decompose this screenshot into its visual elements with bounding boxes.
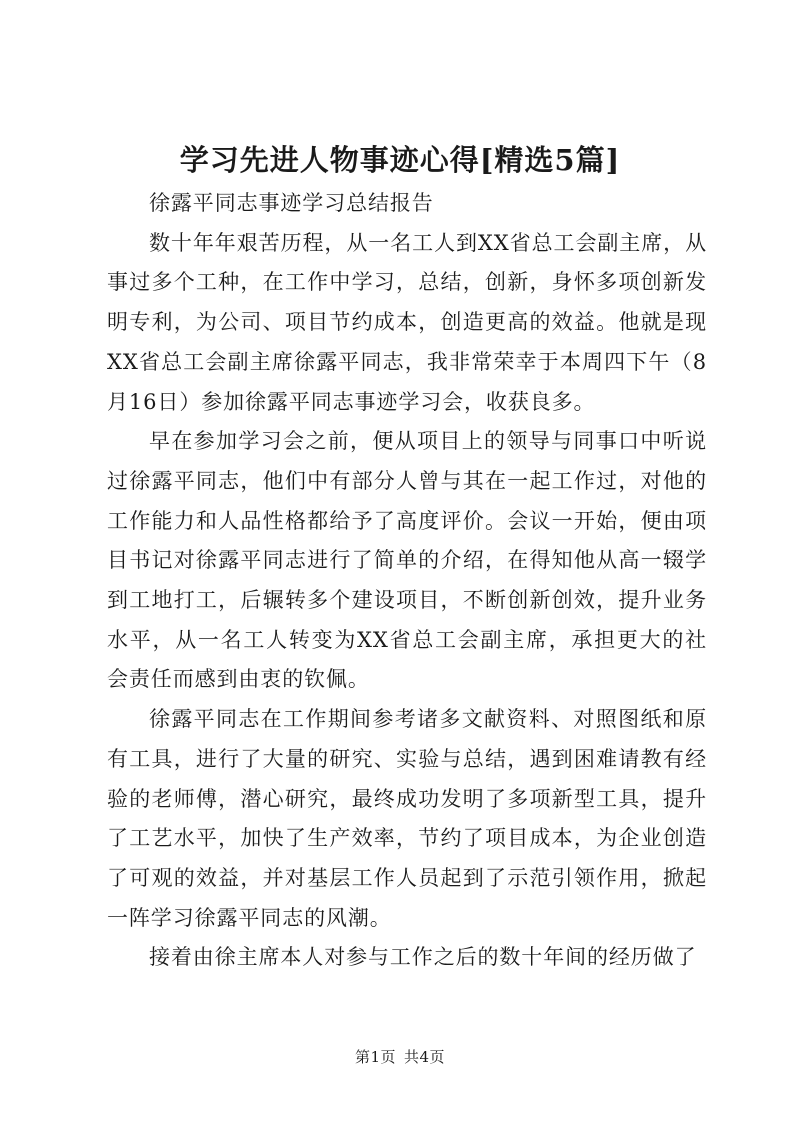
document-body: [107, 184, 707, 978]
paragraph: 接着由徐主席本人对参与工作之后的数十年间的经历做了: [149, 945, 697, 970]
page-footer: [0, 1046, 800, 1068]
document-title: 学习先进人物事迹心得[精选5篇]: [179, 143, 621, 177]
paragraph: 数十年年艰苦历程，从一名工人到XX省总工会副主席，从事过多个工种，在工作中学习，总结，创新，身怀多项创新发明专利，为公司、项目节约成本，创造更高的效益。他就是现XX省总工会副主席徐露平同志，我非常荣幸于本周四下午（8月16日）参加徐露平同志事迹学习会，收获良多。: [107, 230, 707, 414]
paragraph: 早在参加学习会之前，便从项目上的领导与同事口中听说过徐露平同志，他们中有部分人曾与其在一起工作过，对他的工作能力和人品性格都给予了高度评价。会议一开始，便由项目书记对徐露平同志进行了简单的介绍，在得知他从高一辍学到工地打工，后辗转多个建设项目，不断创新创效，提升业务水平，从一名工人转变为XX省总工会副主席，承担更大的社会责任而感到由衷的钦佩。: [107, 429, 707, 692]
document-subtitle: 徐露平同志事迹学习总结报告: [149, 191, 434, 215]
page-total: 共4页: [404, 1048, 446, 1066]
page-number: 第1页: [354, 1048, 396, 1066]
paragraph: 徐露平同志在工作期间参考诸多文献资料、对照图纸和原有工具，进行了大量的研究、实验与总结，遇到困难请教有经验的老师傅，潜心研究，最终成功发明了多项新型工具，提升了工艺水平，加快了生产效率，节约了项目成本，为企业创造了可观的效益，并对基层工作人员起到了示范引领作用，掀起一阵学习徐露平同志的风潮。: [107, 707, 707, 930]
